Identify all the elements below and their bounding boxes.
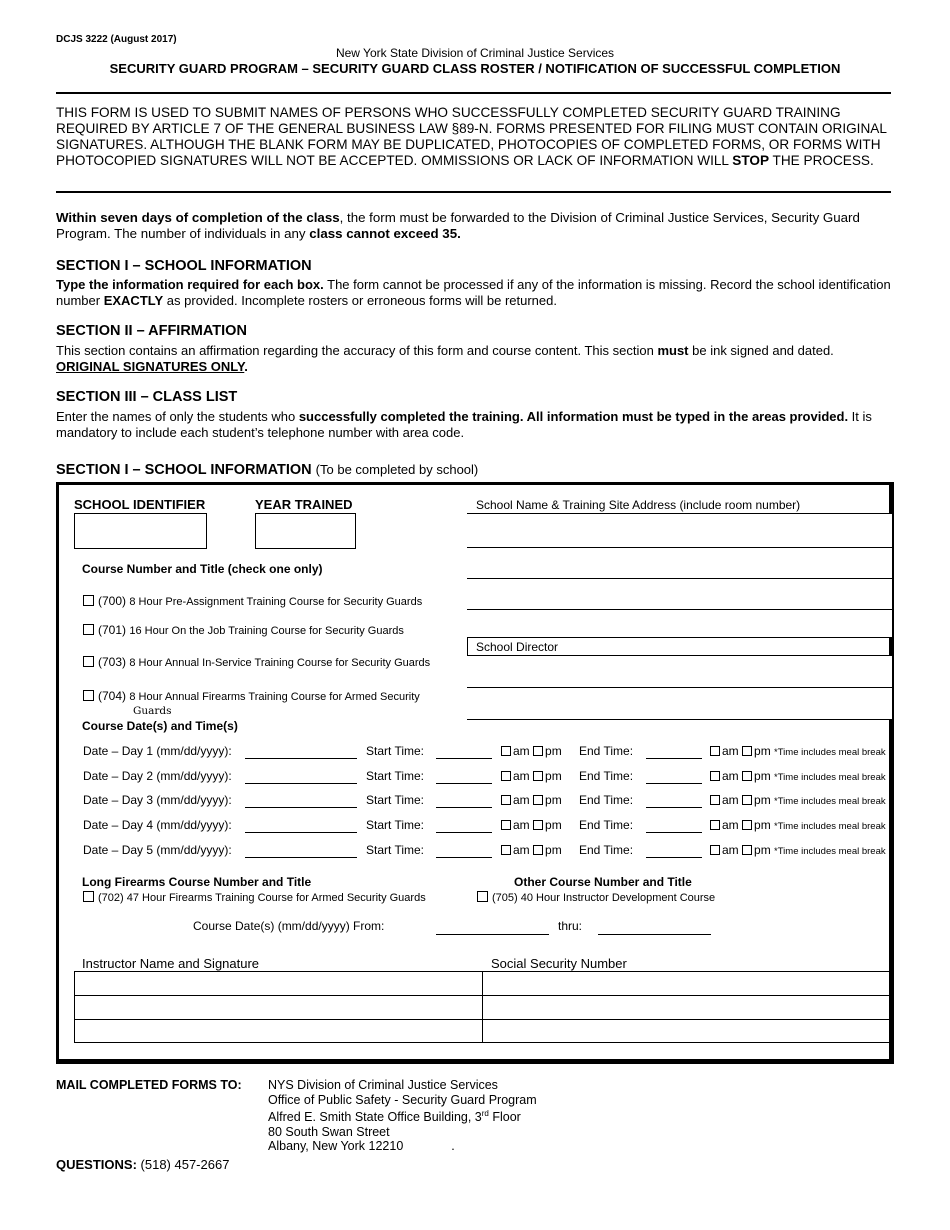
instructor-name-field-2[interactable] (75, 996, 481, 1019)
day-3-start-am-checkbox[interactable] (501, 795, 511, 805)
instructor-label: Instructor Name and Signature (82, 956, 260, 971)
form-title: SECURITY GUARD PROGRAM – SECURITY GUARD CLASS ROSTER / NOTIFICATION OF SUCCESSFUL COMPLETION (109, 61, 841, 76)
day-5-end-am-checkbox[interactable] (710, 845, 720, 855)
course-703-checkbox[interactable] (83, 656, 94, 667)
section3-instructions: Enter the names of only the students who successfully completed the training. All information must be typed in the areas provided. It is mandatory to include each student’s telephone number with area code. (56, 409, 872, 440)
long-firearms-label: Long Firearms Course Number and Title (82, 875, 312, 889)
course-705-checkbox[interactable] (477, 891, 488, 902)
ssn-label: Social Security Number (491, 956, 627, 971)
day-3-end-pm-checkbox[interactable] (742, 795, 752, 805)
top-rule (56, 92, 891, 94)
day-1-start-pm-checkbox[interactable] (533, 746, 543, 756)
intro-rule (56, 191, 891, 193)
course-704-title-cont: Guards (133, 705, 172, 717)
day-4-start-ampm: am pm (501, 818, 562, 832)
day-4-end-field[interactable] (646, 832, 702, 833)
day-1-start-label: Start Time: (366, 744, 425, 758)
day-5-end-ampm: am pm *Time includes meal break (710, 843, 886, 857)
ssn-field-3[interactable] (484, 1020, 891, 1043)
day-3-date-field[interactable] (245, 807, 357, 808)
course-704: (704) 8 Hour Annual Firearms Training Course for Armed Security (83, 689, 420, 703)
year-trained-field[interactable] (255, 513, 356, 549)
day-2-date-field[interactable] (245, 783, 357, 784)
day-1-end-am-checkbox[interactable] (710, 746, 720, 756)
day-5-start-am-checkbox[interactable] (501, 845, 511, 855)
instructor-name-field-1[interactable] (75, 972, 481, 995)
day-4-end-pm-checkbox[interactable] (742, 820, 752, 830)
day-2-start-ampm: am pm (501, 769, 562, 783)
day-3-end-am-checkbox[interactable] (710, 795, 720, 805)
day-2-end-am-checkbox[interactable] (710, 771, 720, 781)
day-4-label: Date – Day 4 (mm/dd/yyyy): (83, 818, 232, 832)
day-1-end-ampm: am pm *Time includes meal break (710, 744, 886, 758)
day-4-start-label: Start Time: (366, 818, 425, 832)
school-name-line-3[interactable] (467, 579, 892, 610)
course-700-checkbox[interactable] (83, 595, 94, 606)
day-2-label: Date – Day 2 (mm/dd/yyyy): (83, 769, 232, 783)
course-dates-thru-field[interactable] (598, 934, 711, 935)
form-section-heading: SECTION I – SCHOOL INFORMATION (To be completed by school) (56, 462, 479, 478)
thru-label: thru: (558, 919, 583, 933)
course-701-checkbox[interactable] (83, 624, 94, 635)
course-702-checkbox[interactable] (83, 891, 94, 902)
day-5-end-field[interactable] (646, 857, 702, 858)
day-1-start-field[interactable] (436, 758, 492, 759)
day-3-end-field[interactable] (646, 807, 702, 808)
day-2-end-ampm: am pm *Time includes meal break (710, 769, 886, 783)
day-1-label: Date – Day 1 (mm/dd/yyyy): (83, 744, 232, 758)
day-4-start-field[interactable] (436, 832, 492, 833)
day-4-end-am-checkbox[interactable] (710, 820, 720, 830)
day-5-start-ampm: am pm (501, 843, 562, 857)
day-5-date-field[interactable] (245, 857, 357, 858)
day-3-start-label: Start Time: (366, 793, 425, 807)
questions: QUESTIONS: (518) 457-2667 (56, 1157, 230, 1172)
mail-address: NYS Division of Criminal Justice Services Office of Public Safety - Security Guard Program Alfred E. Smith State Office Building, 3rd Floor 80 South Swan Street Albany, New York 12210 . (268, 1078, 537, 1154)
day-2-start-pm-checkbox[interactable] (533, 771, 543, 781)
course-dates-from-label: Course Date(s) (mm/dd/yyyy) From: (193, 919, 385, 933)
intro-notice: THIS FORM IS USED TO SUBMIT NAMES OF PERSONS WHO SUCCESSFULLY COMPLETED SECURITY GUARD TRAINING REQUIRED BY ARTICLE 7 OF THE GENERAL BUSINESS LAW §89-N. FORMS PRESENTED FOR FILING MUST CONTAIN ORIGINAL SIGNATURES. ALTHOUGH THE BLANK FORM MAY BE DUPLICATED, PHOTOCOPIES OF COMPLETED FORMS, OR FORMS WITH PHOTOCOPIED SIGNATURES WILL NOT BE ACCEPTED. OMMISSIONS OR LACK OF INFORMATION WILL STOP THE PROCESS. (56, 105, 887, 168)
table-divider (482, 971, 483, 1043)
course-dates-from-field[interactable] (436, 934, 549, 935)
section1-instructions: Type the information required for each box. The form cannot be processed if any of the information is missing. Record the school identification number EXACTLY as provided. Incomplete rosters or erroneous forms will be returned. (56, 277, 891, 308)
section2-instructions: This section contains an affirmation regarding the accuracy of this form and course content. This section must be ink signed and dated. ORIGINAL SIGNATURES ONLY. (56, 343, 834, 374)
day-1-end-field[interactable] (646, 758, 702, 759)
mail-label: MAIL COMPLETED FORMS TO: (56, 1078, 242, 1092)
day-3-start-field[interactable] (436, 807, 492, 808)
day-5-start-label: Start Time: (366, 843, 425, 857)
day-1-end-pm-checkbox[interactable] (742, 746, 752, 756)
section3-heading: SECTION III – CLASS LIST (56, 389, 238, 405)
day-3-end-ampm: am pm *Time includes meal break (710, 793, 886, 807)
day-1-start-am-checkbox[interactable] (501, 746, 511, 756)
course-702: (702) 47 Hour Firearms Training Course for Armed Security Guards (83, 891, 426, 904)
day-2-start-label: Start Time: (366, 769, 425, 783)
day-1-start-ampm: am pm (501, 744, 562, 758)
year-trained-label: YEAR TRAINED (255, 497, 353, 512)
course-title-label: Course Number and Title (check one only) (82, 562, 323, 576)
day-3-start-pm-checkbox[interactable] (533, 795, 543, 805)
school-director-field-1[interactable] (467, 655, 892, 688)
day-1-end-label: End Time: (579, 744, 634, 758)
day-4-end-label: End Time: (579, 818, 634, 832)
instructor-name-field-3[interactable] (75, 1020, 481, 1043)
day-2-end-label: End Time: (579, 769, 634, 783)
day-2-end-pm-checkbox[interactable] (742, 771, 752, 781)
other-course-label: Other Course Number and Title (514, 875, 692, 889)
day-4-start-am-checkbox[interactable] (501, 820, 511, 830)
school-director-field-2[interactable] (467, 688, 892, 719)
day-5-end-pm-checkbox[interactable] (742, 845, 752, 855)
course-700: (700) 8 Hour Pre-Assignment Training Course for Security Guards (83, 594, 422, 608)
day-5-label: Date – Day 5 (mm/dd/yyyy): (83, 843, 232, 857)
day-5-start-field[interactable] (436, 857, 492, 858)
day-2-start-am-checkbox[interactable] (501, 771, 511, 781)
course-701: (701) 16 Hour On the Job Training Course for Security Guards (83, 623, 404, 637)
school-name-line-1[interactable] (467, 514, 892, 548)
school-name-label: School Name & Training Site Address (include room number) (476, 498, 801, 512)
section2-heading: SECTION II – AFFIRMATION (56, 323, 247, 339)
ssn-field-2[interactable] (484, 996, 891, 1019)
day-5-start-pm-checkbox[interactable] (533, 845, 543, 855)
ssn-field-1[interactable] (484, 972, 891, 995)
form-id: DCJS 3222 (August 2017) (56, 34, 177, 45)
day-4-start-pm-checkbox[interactable] (533, 820, 543, 830)
course-dates-label: Course Date(s) and Time(s) (82, 719, 238, 733)
day-1-date-field[interactable] (245, 758, 357, 759)
course-703: (703) 8 Hour Annual In-Service Training Course for Security Guards (83, 655, 430, 669)
agency-name: New York State Division of Criminal Justice Services (335, 46, 615, 60)
section1-heading: SECTION I – SCHOOL INFORMATION (56, 258, 312, 274)
school-name-line-4[interactable] (467, 610, 892, 638)
day-4-date-field[interactable] (245, 832, 357, 833)
course-704-checkbox[interactable] (83, 690, 94, 701)
school-identifier-label: SCHOOL IDENTIFIER (74, 497, 206, 512)
school-director-label: School Director (476, 640, 559, 654)
day-3-label: Date – Day 3 (mm/dd/yyyy): (83, 793, 232, 807)
deadline-note: Within seven days of completion of the class, the form must be forwarded to the Division of Criminal Justice Services, Security Guard Program. The number of individuals in any class cannot exceed 35. (56, 210, 860, 241)
day-3-end-label: End Time: (579, 793, 634, 807)
day-4-end-ampm: am pm *Time includes meal break (710, 818, 886, 832)
day-2-start-field[interactable] (436, 783, 492, 784)
school-name-line-2[interactable] (467, 548, 892, 579)
day-3-start-ampm: am pm (501, 793, 562, 807)
day-2-end-field[interactable] (646, 783, 702, 784)
day-5-end-label: End Time: (579, 843, 634, 857)
school-identifier-field[interactable] (74, 513, 207, 549)
course-705: (705) 40 Hour Instructor Development Course (477, 891, 715, 904)
